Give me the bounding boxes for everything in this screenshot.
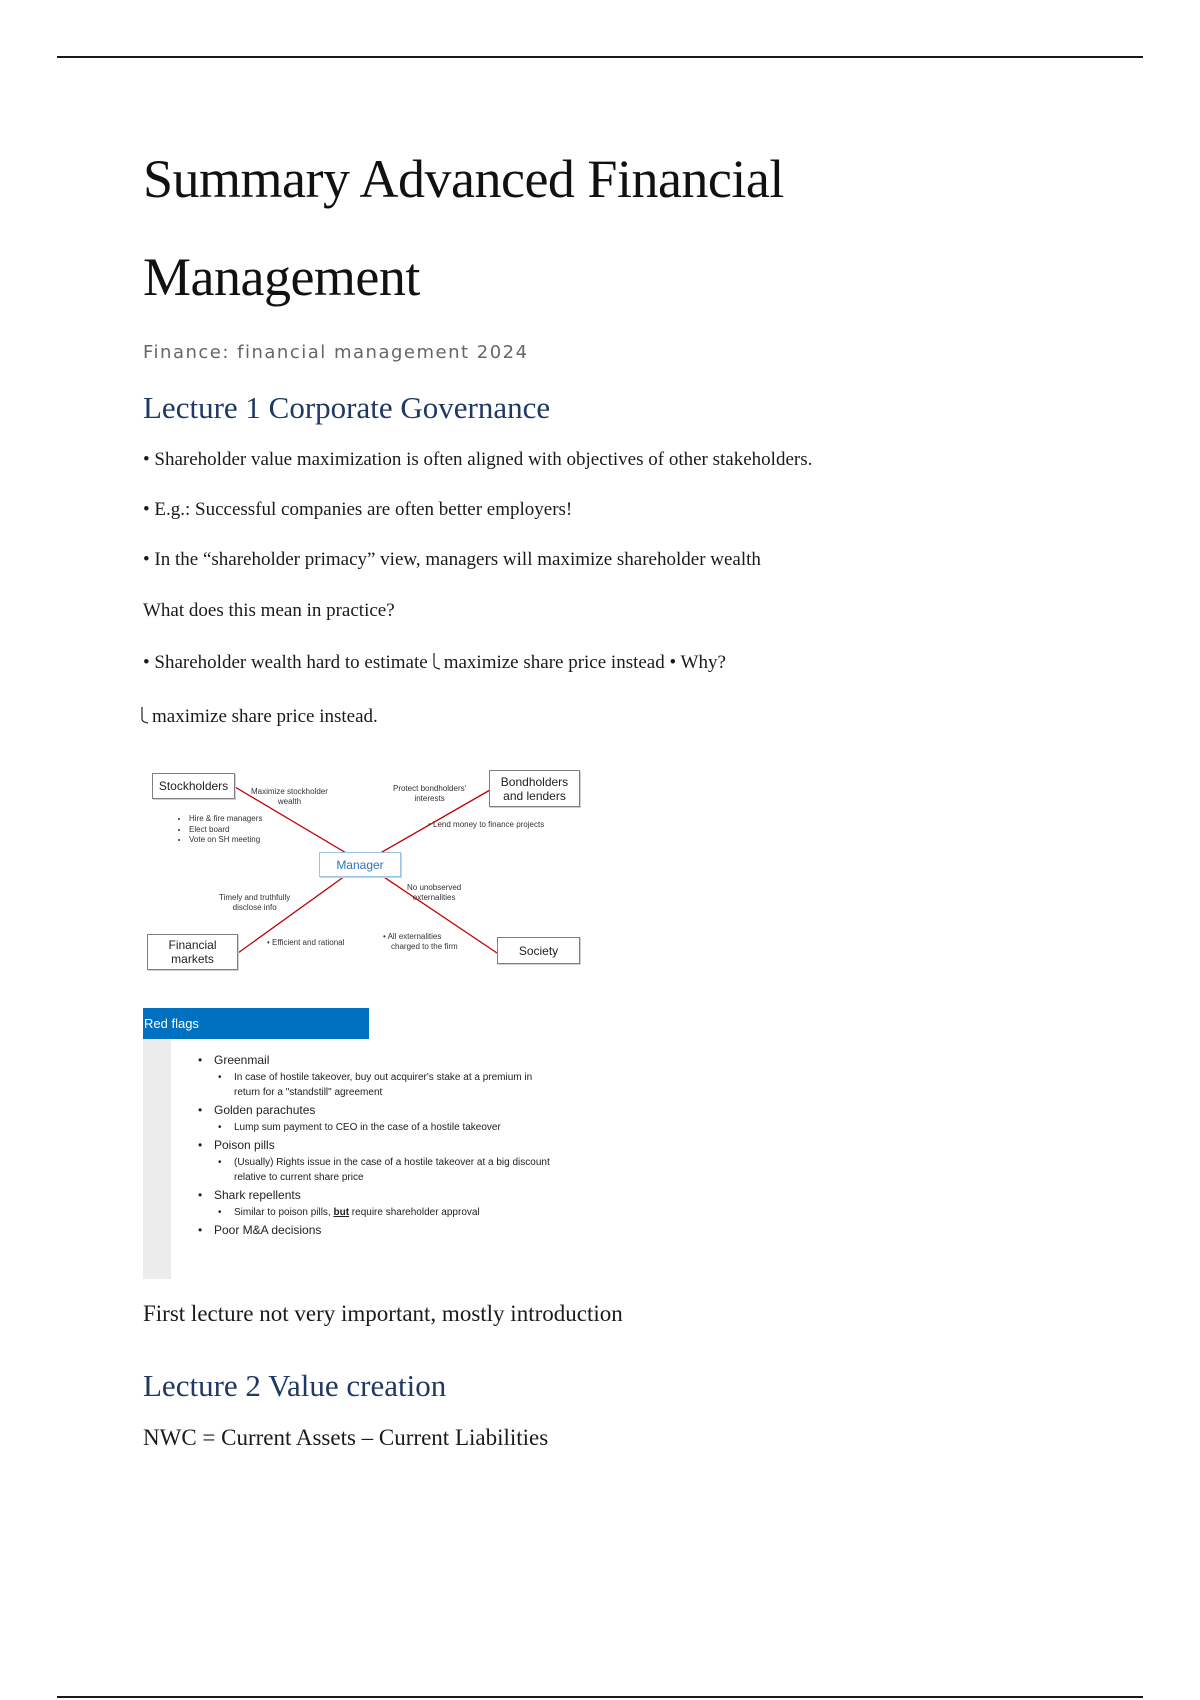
edge-label-text: Timely and truthfully <box>219 893 291 902</box>
subitem-text: Similar to poison pills, <box>234 1207 334 1218</box>
edge-label-text: Maximize stockholder <box>251 787 328 796</box>
document-subtitle: Finance: financial management 2024 <box>143 342 529 363</box>
bondholder-bullet: • Lend money to finance projects <box>428 820 545 829</box>
society-box: Society <box>497 937 580 964</box>
red-flag-subitem: • In case of hostile takeover, buy out acquirer's stake at a premium in return for a "standstill" agreement <box>198 1070 594 1100</box>
society-bullet-text: charged to the firm <box>391 942 458 951</box>
society-bullet-text: • All externalities <box>383 932 442 941</box>
red-flag-item: • Shark repellents <box>198 1187 594 1203</box>
financial-markets-label: Financial <box>168 938 217 952</box>
manager-box: Manager <box>319 852 401 877</box>
edge-label-text: disclose info <box>232 903 277 912</box>
bondholders-label: and lenders <box>503 788 566 803</box>
diagram-bullet: • Elect board <box>189 825 262 836</box>
edge-label-text: Protect bondholders' <box>393 784 467 793</box>
paragraph <box>140 706 378 728</box>
paragraph: What does this mean in practice? <box>143 600 395 621</box>
red-flags-header: Red flags <box>143 1008 369 1039</box>
lecture1-heading: Lecture 1 Corporate Governance <box>143 390 551 425</box>
edge-label-bondholders <box>393 784 466 804</box>
paragraph: • Shareholder value maximization is often aligned with objectives of other stakeholders. <box>143 449 813 470</box>
edge-label-text: wealth <box>277 797 302 806</box>
red-flag-item: • Golden parachutes <box>198 1102 594 1118</box>
edge-label-text: externalities <box>412 893 456 902</box>
society-bullet <box>383 932 458 952</box>
paragraph-part: maximize share price instead • Why? <box>443 652 726 673</box>
subitem-emphasis: but <box>333 1207 350 1218</box>
document-title-line2: Management <box>143 247 420 307</box>
bondholders-box <box>489 770 580 807</box>
diagram-bullet: • Vote on SH meeting <box>189 835 262 846</box>
diagram-bullet: • Hire & fire managers <box>189 814 262 825</box>
edge-label-text: No unobserved <box>407 883 462 892</box>
paragraph-part: maximize share price instead. <box>152 706 378 727</box>
red-flag-item: • Poor M&A decisions <box>198 1222 594 1238</box>
stockholders-box: Stockholders <box>152 773 235 799</box>
slide-side-bar <box>143 1039 171 1279</box>
nwc-formula: NWC = Current Assets – Current Liabilities <box>143 1425 549 1450</box>
financial-markets-box <box>147 934 238 970</box>
paragraph: • In the “shareholder primacy” view, managers will maximize shareholder wealth <box>143 549 761 570</box>
red-flag-subitem <box>198 1205 594 1220</box>
red-flags-slide <box>143 1008 583 1273</box>
financial-bullet: • Efficient and rational <box>267 938 345 947</box>
red-flags-list <box>198 1052 594 1240</box>
red-flag-subitem: • Lump sum payment to CEO in the case of a hostile takeover <box>198 1120 594 1135</box>
bondholders-label: Bondholders <box>500 774 569 789</box>
lecture1-closing: First lecture not very important, mostly introduction <box>143 1301 623 1326</box>
red-flag-subitem: • (Usually) Rights issue in the case of a hostile takeover at a big discount relative to current share price <box>198 1155 594 1185</box>
edge-label-text: interests <box>414 794 445 803</box>
implies-arrow-icon <box>432 652 442 670</box>
paragraph: • E.g.: Successful companies are often better employers! <box>143 499 573 520</box>
document-title-line1: Summary Advanced Financial <box>143 149 784 209</box>
edge-label-society <box>407 883 461 903</box>
lecture2-heading: Lecture 2 Value creation <box>143 1368 447 1403</box>
financial-markets-label: markets <box>171 952 214 966</box>
bottom-rule <box>57 1696 1143 1698</box>
top-rule <box>57 56 1143 58</box>
red-flag-item: • Poison pills <box>198 1137 594 1153</box>
red-flag-item: • Greenmail <box>198 1052 594 1068</box>
paragraph <box>143 652 726 674</box>
paragraph-part: • Shareholder wealth hard to estimate <box>143 652 428 673</box>
edge-label-stockholders <box>251 787 328 807</box>
edge-label-financial <box>219 893 290 913</box>
stockholder-bullets <box>179 814 262 846</box>
subitem-text: require shareholder approval <box>349 1207 480 1218</box>
stakeholder-diagram <box>145 762 585 974</box>
implies-arrow-icon <box>140 706 150 724</box>
